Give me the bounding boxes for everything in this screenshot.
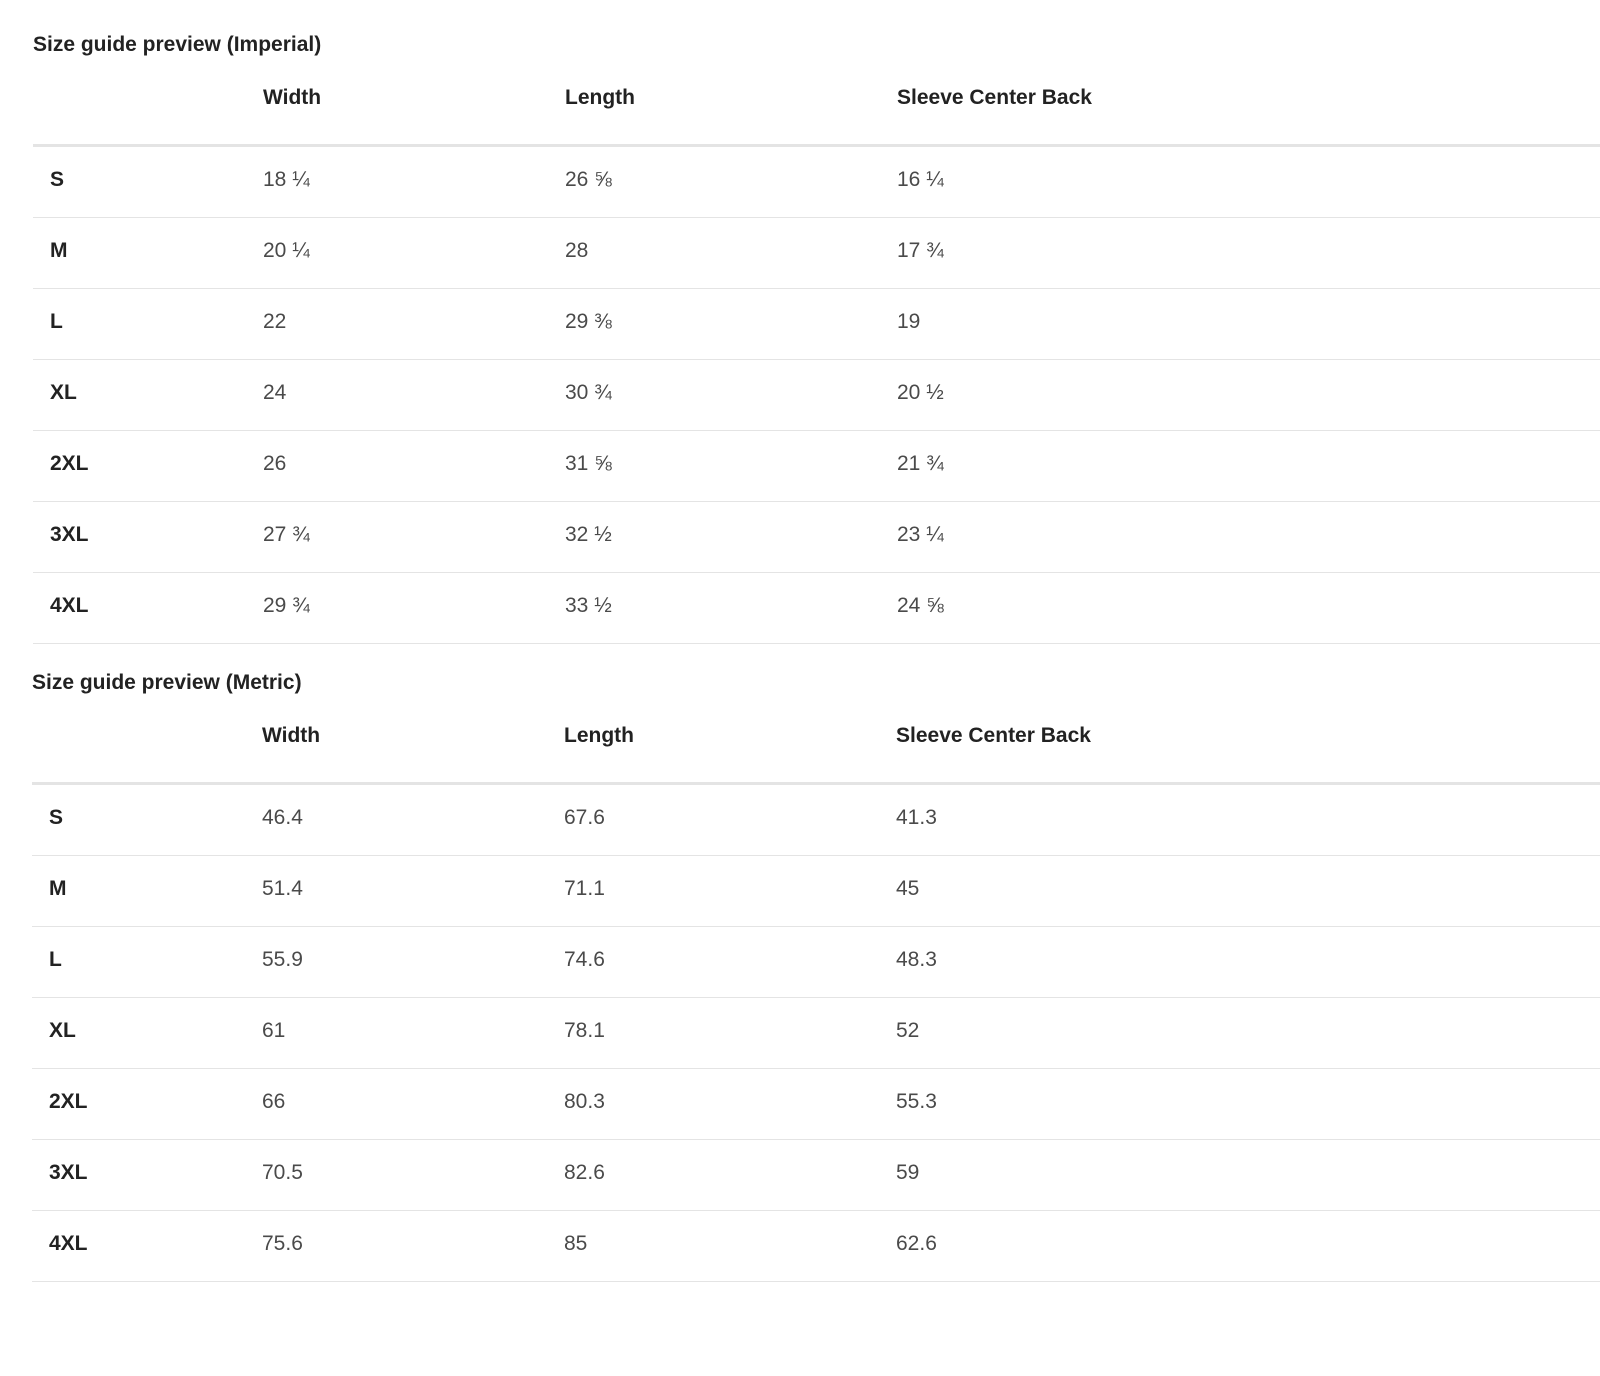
length-value: 33 ½	[565, 594, 612, 617]
table-row	[33, 360, 1600, 431]
width-value: 75.6	[262, 1232, 303, 1255]
length-value: 29 ⅜	[565, 310, 612, 333]
table-row	[32, 1140, 1600, 1211]
length-value: 82.6	[564, 1161, 605, 1184]
width-value: 61	[262, 1019, 286, 1042]
size-label: L	[50, 310, 63, 333]
table-row	[32, 1211, 1600, 1282]
section-title-metric: Size guide preview (Metric)	[32, 671, 302, 694]
section-title-imperial: Size guide preview (Imperial)	[33, 33, 322, 56]
sleeve-value: 55.3	[896, 1090, 937, 1113]
column-header-sleeve-center-back: Sleeve Center Back	[896, 724, 1091, 747]
column-header-width: Width	[262, 724, 321, 747]
size-label: 2XL	[50, 452, 89, 475]
length-value: 26 ⅝	[565, 168, 612, 191]
table-header-metric	[32, 710, 1600, 785]
sleeve-value: 23 ¼	[897, 523, 944, 546]
width-value: 20 ¼	[263, 239, 310, 262]
sleeve-value: 17 ¾	[897, 239, 944, 262]
size-label: S	[49, 806, 64, 829]
length-value: 78.1	[564, 1019, 605, 1042]
size-label: XL	[50, 381, 77, 404]
length-value: 28	[565, 239, 589, 262]
size-label: XL	[49, 1019, 76, 1042]
length-value: 80.3	[564, 1090, 605, 1113]
sleeve-value: 20 ½	[897, 381, 944, 404]
table-row	[32, 1069, 1600, 1140]
sleeve-value: 21 ¾	[897, 452, 944, 475]
width-value: 29 ¾	[263, 594, 310, 617]
sleeve-value: 19	[897, 310, 921, 333]
sleeve-value: 16 ¼	[897, 168, 944, 191]
width-value: 22	[263, 310, 287, 333]
length-value: 74.6	[564, 948, 605, 971]
width-value: 51.4	[262, 877, 303, 900]
table-row	[33, 573, 1600, 644]
column-header-length: Length	[565, 86, 635, 109]
sleeve-value: 59	[896, 1161, 920, 1184]
size-label: L	[49, 948, 62, 971]
width-value: 70.5	[262, 1161, 303, 1184]
width-value: 27 ¾	[263, 523, 310, 546]
length-value: 30 ¾	[565, 381, 612, 404]
width-value: 18 ¼	[263, 168, 310, 191]
table-body-imperial	[33, 147, 1600, 644]
sleeve-value: 52	[896, 1019, 920, 1042]
sleeve-value: 41.3	[896, 806, 937, 829]
width-value: 46.4	[262, 806, 303, 829]
column-header-sleeve-center-back: Sleeve Center Back	[897, 86, 1092, 109]
table-row	[33, 147, 1600, 218]
length-value: 31 ⅝	[565, 452, 612, 475]
table-row	[32, 927, 1600, 998]
size-label: 4XL	[50, 594, 89, 617]
length-value: 67.6	[564, 806, 605, 829]
size-label: 3XL	[50, 523, 89, 546]
table-header-imperial	[33, 72, 1600, 147]
size-label: 4XL	[49, 1232, 88, 1255]
size-label: M	[50, 239, 68, 262]
sleeve-value: 45	[896, 877, 920, 900]
table-body-metric	[32, 785, 1600, 1282]
width-value: 55.9	[262, 948, 303, 971]
width-value: 26	[263, 452, 287, 475]
width-value: 66	[262, 1090, 286, 1113]
column-header-width: Width	[263, 86, 322, 109]
size-label: 3XL	[49, 1161, 88, 1184]
width-value: 24	[263, 381, 287, 404]
length-value: 32 ½	[565, 523, 612, 546]
table-row	[32, 856, 1600, 927]
size-label: S	[50, 168, 65, 191]
sleeve-value: 24 ⅝	[897, 594, 944, 617]
table-row	[32, 998, 1600, 1069]
size-label: 2XL	[49, 1090, 88, 1113]
table-row	[32, 785, 1600, 856]
table-row	[33, 218, 1600, 289]
length-value: 85	[564, 1232, 588, 1255]
table-row	[33, 502, 1600, 573]
table-row	[33, 431, 1600, 502]
sleeve-value: 62.6	[896, 1232, 937, 1255]
length-value: 71.1	[564, 877, 605, 900]
size-label: M	[49, 877, 67, 900]
column-header-length: Length	[564, 724, 634, 747]
table-row	[33, 289, 1600, 360]
sleeve-value: 48.3	[896, 948, 937, 971]
